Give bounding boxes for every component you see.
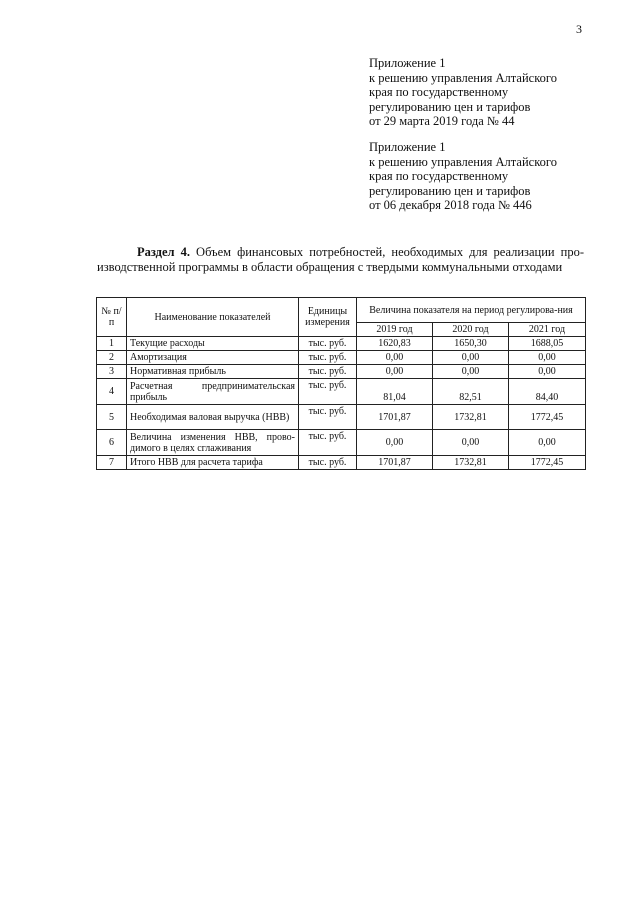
appendix-2-line: от 06 декабря 2018 года № 446 (369, 198, 532, 212)
appendix-2-line: Приложение 1 (369, 140, 446, 154)
table-row (97, 430, 586, 456)
appendix-2-line: края по государственному (369, 169, 509, 183)
section-label: Раздел 4. (137, 245, 190, 259)
row-num: 4 (97, 379, 127, 405)
section-heading (97, 245, 584, 275)
row-name: Амортизация (127, 351, 299, 365)
row-unit: тыс. руб. (299, 351, 357, 365)
row-value-2021: 0,00 (509, 351, 586, 365)
row-value-2019: 81,04 (357, 379, 433, 405)
row-num: 3 (97, 365, 127, 379)
appendix-1-line: к решению управления Алтайского (369, 70, 557, 85)
row-value-2021: 0,00 (509, 430, 586, 456)
row-num: 6 (97, 430, 127, 456)
row-value-2020: 0,00 (433, 430, 509, 456)
row-name: Текущие расходы (127, 337, 299, 351)
appendix-2-line: к решению управления Алтайского (369, 154, 557, 169)
row-unit: тыс. руб. (299, 337, 357, 351)
row-value-2020: 1732,81 (433, 405, 509, 430)
row-unit: тыс. руб. (299, 456, 357, 470)
page-number: 3 (576, 22, 582, 36)
row-value-2020: 1650,30 (433, 337, 509, 351)
header-year-2020: 2020 год (433, 323, 509, 337)
row-num: 5 (97, 405, 127, 430)
table-row (97, 379, 586, 405)
row-name: Итого НВВ для расчета тарифа (127, 456, 299, 470)
header-period: Величина показателя на период регулирова-ния (357, 298, 586, 323)
table-row (97, 405, 586, 430)
appendix-1-line: от 29 марта 2019 года № 44 (369, 114, 515, 128)
row-unit: тыс. руб. (299, 365, 357, 379)
row-num: 2 (97, 351, 127, 365)
row-num: 1 (97, 337, 127, 351)
section-heading-line-1 (97, 245, 584, 260)
appendix-1-line: регулированию цен и тарифов (369, 99, 531, 114)
row-value-2020: 0,00 (433, 365, 509, 379)
row-unit: тыс. руб. (299, 430, 357, 456)
row-unit: тыс. руб. (299, 379, 357, 405)
table-row (97, 365, 586, 379)
financial-needs-table (96, 297, 586, 470)
header-unit: Единицы измерения (299, 298, 357, 337)
row-value-2019: 1701,87 (357, 405, 433, 430)
row-value-2020: 82,51 (433, 379, 509, 405)
table-row (97, 456, 586, 470)
header-num: № п/п (97, 298, 127, 337)
row-value-2021: 0,00 (509, 365, 586, 379)
section-title-part-1: Объем финансовых потребностей, необходимых для реализации про- (196, 245, 584, 259)
header-year-2019: 2019 год (357, 323, 433, 337)
appendix-1-line: края по государственному (369, 85, 509, 99)
row-value-2021: 1688,05 (509, 337, 586, 351)
row-num: 7 (97, 456, 127, 470)
appendix-block-2 (369, 140, 609, 213)
row-value-2019: 0,00 (357, 351, 433, 365)
row-value-2021: 84,40 (509, 379, 586, 405)
appendix-2-line: регулированию цен и тарифов (369, 183, 531, 198)
row-name: Величина изменения НВВ, прово-димого в целях сглаживания (127, 430, 299, 456)
row-value-2019: 1620,83 (357, 337, 433, 351)
row-value-2020: 0,00 (433, 351, 509, 365)
row-value-2019: 0,00 (357, 430, 433, 456)
row-value-2021: 1772,45 (509, 456, 586, 470)
appendix-1-line: Приложение 1 (369, 56, 446, 70)
row-name: Необходимая валовая выручка (НВВ) (127, 405, 299, 430)
table-header-row (97, 298, 586, 323)
row-name: Нормативная прибыль (127, 365, 299, 379)
row-unit: тыс. руб. (299, 405, 357, 430)
appendix-block-1 (369, 56, 609, 129)
row-name: Расчетная предпринимательская прибыль (127, 379, 299, 405)
row-value-2019: 0,00 (357, 365, 433, 379)
header-name: Наименование показателей (127, 298, 299, 337)
row-value-2019: 1701,87 (357, 456, 433, 470)
row-value-2020: 1732,81 (433, 456, 509, 470)
row-value-2021: 1772,45 (509, 405, 586, 430)
table-row (97, 337, 586, 351)
table-row (97, 351, 586, 365)
header-year-2021: 2021 год (509, 323, 586, 337)
section-title-part-2: изводственной программы в области обращения с твердыми коммунальными отходами (97, 260, 563, 274)
